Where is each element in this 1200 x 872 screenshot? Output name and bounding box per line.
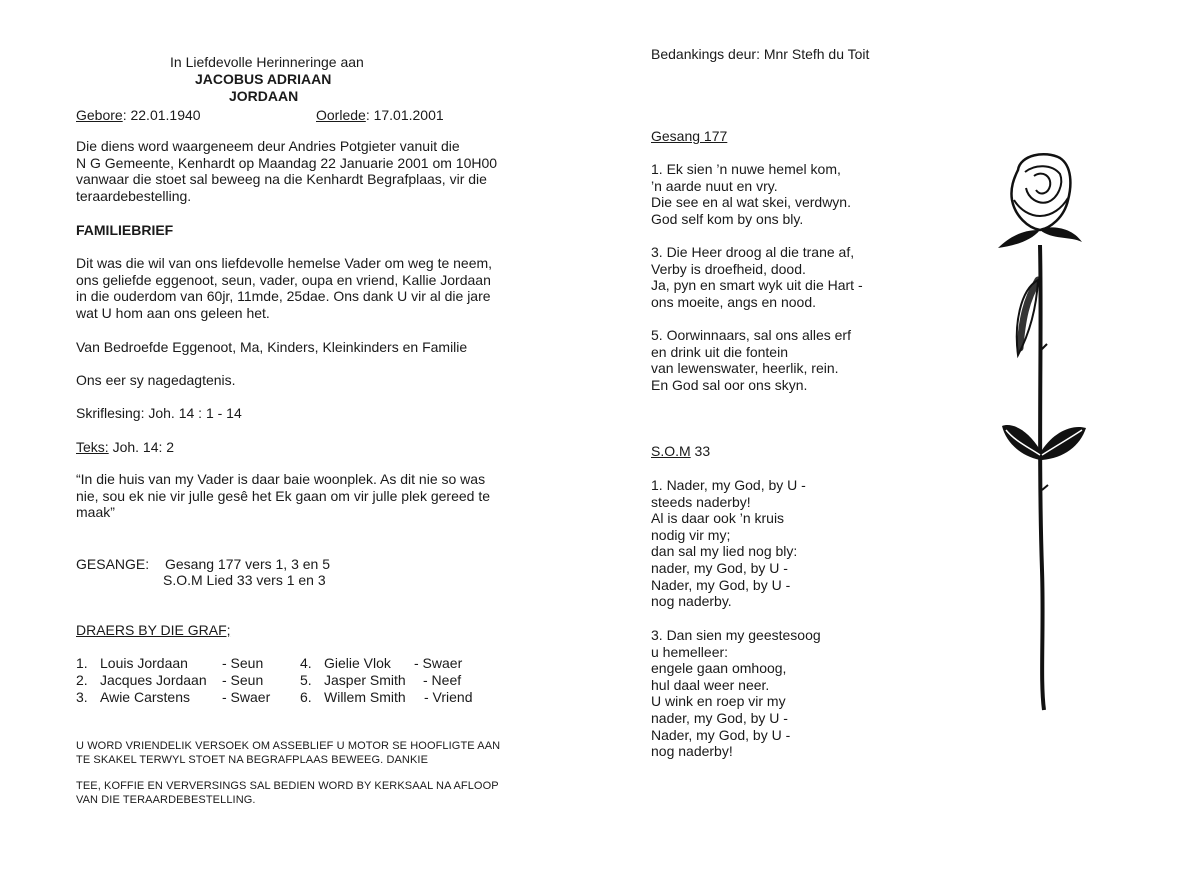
born-date bbox=[76, 107, 201, 124]
bearer-number: 5. bbox=[300, 672, 312, 688]
deceased-name-line1: JACOBUS ADRIAAN bbox=[195, 71, 332, 87]
draers-heading: DRAERS BY DIE GRAF; bbox=[76, 622, 231, 638]
service-paragraph: Die diens word waargeneem deur Andries Potgieter vanuit die N G Gemeente, Kenhardt op Maandag 22 Januarie 2001 om 10H00 vanwaar die stoet sal beweeg na die Kenhardt Begrafplaas, vir die teraardebestelling. bbox=[76, 138, 498, 204]
bearer-number: 3. bbox=[76, 689, 88, 705]
thorn bbox=[1042, 485, 1048, 490]
died-date bbox=[316, 107, 444, 124]
bearer-row bbox=[76, 672, 263, 689]
died-value: : 17.01.2001 bbox=[365, 107, 444, 123]
bearer-name: Awie Carstens bbox=[100, 689, 191, 705]
bearer-row bbox=[300, 689, 473, 706]
bearer-relation: - Vriend bbox=[424, 689, 473, 705]
honour-line: Ons eer sy nagedagtenis. bbox=[76, 372, 236, 388]
bearer-row bbox=[76, 689, 270, 706]
deceased-name-line2: JORDAAN bbox=[229, 88, 299, 104]
bearer-name: Louis Jordaan bbox=[100, 655, 188, 671]
bearer-relation: - Seun bbox=[222, 655, 264, 671]
teks-label: Teks: bbox=[76, 439, 109, 455]
bearer-relation: - Swaer bbox=[414, 655, 463, 671]
thanks-line: Bedankings deur: Mnr Stefh du Toit bbox=[651, 46, 870, 62]
gesange-line2: S.O.M Lied 33 vers 1 en 3 bbox=[163, 572, 326, 588]
right-page bbox=[600, 0, 1200, 872]
bearer-number: 4. bbox=[300, 655, 312, 671]
gesang-heading: Gesang 177 bbox=[651, 128, 728, 144]
bearer-name: Jasper Smith bbox=[324, 672, 406, 688]
died-label: Oorlede bbox=[316, 107, 366, 123]
bearer-row bbox=[76, 655, 263, 672]
som-verse: 3. Dan sien my geestesoog u hemelleer: engele gaan omhoog, hul daal weer neer. U wink en roep vir my nader, my God, by U - Nader, my God, by U - nog naderby! bbox=[651, 627, 821, 760]
memorial-intro: In Liefdevolle Herinneringe aan bbox=[170, 54, 364, 70]
rose-icon bbox=[990, 150, 1090, 720]
gesang-verse: 3. Die Heer droog al die trane af, Verby is droefheid, dood. Ja, pyn en smart wyk uit die Hart - ons moeite, angs en nood. bbox=[651, 244, 863, 310]
bearer-number: 6. bbox=[300, 689, 312, 705]
gesang-verse: 1. Ek sien ’n nuwe hemel kom, ’n aarde nuut en vry. Die see en al wat skei, verdwyn. God self kom by ons bly. bbox=[651, 161, 851, 227]
bearer-name: Jacques Jordaan bbox=[100, 672, 207, 688]
som-heading: S.O.M bbox=[651, 443, 691, 459]
refreshments-notice: TEE, KOFFIE EN VERVERSINGS SAL BEDIEN WORD BY KERKSAAL NA AFLOOP VAN DIE TERAARDEBESTELLING. bbox=[76, 780, 499, 806]
headlights-notice: U WORD VRIENDELIK VERSOEK OM ASSEBLIEF U MOTOR SE HOOFLIGTE AAN TE SKAKEL TERWYL STOET NA BEGRAFPLAAS BEWEEG. DANKIE bbox=[76, 740, 501, 766]
from-family: Van Bedroefde Eggenoot, Ma, Kinders, Kleinkinders en Familie bbox=[76, 339, 468, 355]
born-label: Gebore bbox=[76, 107, 123, 123]
teks-value: Joh. 14: 2 bbox=[108, 439, 175, 455]
familiebrief-text: Dit was die wil van ons liefdevolle hemelse Vader om weg te neem, ons geliefde eggenoot, seun, vader, oupa en vriend, Kallie Jordaan in die ouderdom van 60jr, 11mde, 25dae. Ons dank U vir al die jare wat U hom aan ons geleen het. bbox=[76, 255, 493, 321]
scripture-quote: “In die huis van my Vader is daar baie woonplek. As dit nie so was nie, sou ek nie vir julle gesê het Ek gaan om vir julle plek gereed te maak” bbox=[76, 471, 491, 521]
som-number: 33 bbox=[690, 443, 711, 459]
gesange-label: GESANGE: bbox=[76, 556, 150, 572]
som-verse: 1. Nader, my God, by U - steeds naderby! Al is daar ook ’n kruis nodig vir my; dan sal my lied nog bly: nader, my God, by U - Nader, my God, by U - nog naderby. bbox=[651, 477, 806, 610]
teks-line bbox=[76, 439, 174, 456]
born-value: : 22.01.1940 bbox=[122, 107, 201, 123]
gesange-line1: Gesang 177 vers 1, 3 en 5 bbox=[165, 556, 330, 572]
skriflesing: Skriflesing: Joh. 14 : 1 - 14 bbox=[76, 405, 242, 421]
gesang-verse: 5. Oorwinnaars, sal ons alles erf en drink uit die fontein van lewenswater, heerlik, rein. En God sal oor ons skyn. bbox=[651, 327, 851, 393]
bearer-row bbox=[300, 672, 461, 689]
bearer-name: Willem Smith bbox=[324, 689, 406, 705]
bearer-relation: - Seun bbox=[222, 672, 264, 688]
bearer-relation: - Neef bbox=[423, 672, 462, 688]
bearer-name: Gielie Vlok bbox=[324, 655, 391, 671]
som-heading-line bbox=[651, 443, 710, 460]
bearer-number: 2. bbox=[76, 672, 88, 688]
bearer-number: 1. bbox=[76, 655, 88, 671]
rose-stem bbox=[1040, 245, 1044, 710]
familiebrief-heading: FAMILIEBRIEF bbox=[76, 222, 174, 238]
sepal bbox=[998, 230, 1040, 248]
bearer-row bbox=[300, 655, 462, 672]
bearer-relation: - Swaer bbox=[222, 689, 271, 705]
sepal bbox=[1040, 227, 1082, 242]
